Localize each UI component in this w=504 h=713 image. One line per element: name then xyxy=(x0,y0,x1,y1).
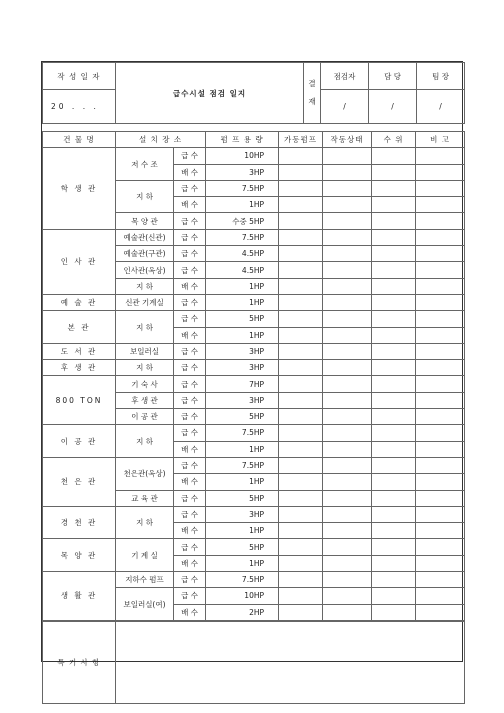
install-location: 교 육 관 xyxy=(116,490,174,506)
status-cell[interactable] xyxy=(323,490,372,506)
install-location: 지 하 xyxy=(116,506,174,539)
remarks-cell[interactable] xyxy=(416,490,465,506)
install-location: 지하수 펌프 xyxy=(116,572,174,588)
status-cell[interactable] xyxy=(323,376,372,392)
pump-type: 배 수 xyxy=(174,555,206,571)
status-cell[interactable] xyxy=(323,343,372,359)
status-cell[interactable] xyxy=(323,246,372,262)
pump-capacity: 7.5HP xyxy=(206,572,279,588)
pump-capacity: 7.5HP xyxy=(206,425,279,441)
remarks-cell[interactable] xyxy=(416,409,465,425)
pump-type: 배 수 xyxy=(174,164,206,180)
status-cell[interactable] xyxy=(323,278,372,294)
running-pump-cell[interactable] xyxy=(279,392,323,408)
pump-capacity: 1HP xyxy=(206,523,279,539)
remarks-cell[interactable] xyxy=(416,360,465,376)
water-level-cell[interactable] xyxy=(372,523,416,539)
running-pump-cell[interactable] xyxy=(279,229,323,245)
running-pump-cell[interactable] xyxy=(279,539,323,555)
pump-type: 배 수 xyxy=(174,474,206,490)
table-row xyxy=(43,457,465,473)
building-name: 학 생 관 xyxy=(43,148,116,229)
table-row xyxy=(43,376,465,392)
pump-capacity: 2HP xyxy=(206,604,279,620)
remarks-cell[interactable] xyxy=(416,180,465,196)
running-pump-cell[interactable] xyxy=(279,588,323,604)
remarks-cell[interactable] xyxy=(416,425,465,441)
remarks-cell[interactable] xyxy=(416,392,465,408)
pump-type: 급 수 xyxy=(174,506,206,522)
running-pump-cell[interactable] xyxy=(279,197,323,213)
running-pump-cell[interactable] xyxy=(279,213,323,229)
notes-field[interactable] xyxy=(116,621,465,703)
pump-type: 배 수 xyxy=(174,523,206,539)
approver-team-lead: 팀 장 xyxy=(417,63,465,90)
pump-capacity: 5HP xyxy=(206,311,279,327)
pump-capacity: 5HP xyxy=(206,490,279,506)
status-cell[interactable] xyxy=(323,441,372,457)
water-level-cell[interactable] xyxy=(372,262,416,278)
status-cell[interactable] xyxy=(323,555,372,571)
install-location: 저 수 조 xyxy=(116,148,174,181)
approval-label xyxy=(304,63,321,124)
pump-capacity: 수중 5HP xyxy=(206,213,279,229)
pump-type: 급 수 xyxy=(174,409,206,425)
table-row xyxy=(43,425,465,441)
pump-capacity: 3HP xyxy=(206,392,279,408)
pump-type: 급 수 xyxy=(174,213,206,229)
approval-label-1: 결 xyxy=(308,79,316,88)
running-pump-cell[interactable] xyxy=(279,490,323,506)
water-level-cell[interactable] xyxy=(372,604,416,620)
pump-capacity: 3HP xyxy=(206,164,279,180)
running-pump-cell[interactable] xyxy=(279,555,323,571)
pump-type: 급 수 xyxy=(174,539,206,555)
date-label: 작 성 일 자 xyxy=(43,63,116,90)
pump-capacity: 10HP xyxy=(206,148,279,164)
install-location: 지 하 xyxy=(116,278,174,294)
water-level-cell[interactable] xyxy=(372,278,416,294)
col-building: 건 물 명 xyxy=(43,132,116,148)
status-cell[interactable] xyxy=(323,457,372,473)
running-pump-cell[interactable] xyxy=(279,246,323,262)
pump-type: 급 수 xyxy=(174,262,206,278)
pump-capacity: 1HP xyxy=(206,197,279,213)
page-title: 급수시설 점검 일지 xyxy=(116,63,304,124)
install-location: 기 숙 사 xyxy=(116,376,174,392)
water-level-cell[interactable] xyxy=(372,164,416,180)
remarks-cell[interactable] xyxy=(416,246,465,262)
pump-type: 배 수 xyxy=(174,327,206,343)
pump-capacity: 3HP xyxy=(206,506,279,522)
running-pump-cell[interactable] xyxy=(279,180,323,196)
remarks-cell[interactable] xyxy=(416,604,465,620)
table-row xyxy=(43,343,465,359)
column-header-row xyxy=(43,132,465,148)
building-name: 이 공 관 xyxy=(43,425,116,458)
pump-type: 급 수 xyxy=(174,343,206,359)
water-level-cell[interactable] xyxy=(372,572,416,588)
pump-capacity: 4.5HP xyxy=(206,246,279,262)
remarks-cell[interactable] xyxy=(416,148,465,164)
water-level-cell[interactable] xyxy=(372,555,416,571)
status-cell[interactable] xyxy=(323,311,372,327)
col-level: 수 위 xyxy=(372,132,416,148)
building-name: 천 은 관 xyxy=(43,457,116,506)
running-pump-cell[interactable] xyxy=(279,523,323,539)
water-level-cell[interactable] xyxy=(372,294,416,310)
running-pump-cell[interactable] xyxy=(279,506,323,522)
running-pump-cell[interactable] xyxy=(279,148,323,164)
install-location: 신관 기계실 xyxy=(116,294,174,310)
pump-type: 급 수 xyxy=(174,572,206,588)
status-cell[interactable] xyxy=(323,229,372,245)
pump-type: 급 수 xyxy=(174,180,206,196)
pump-type: 배 수 xyxy=(174,441,206,457)
water-level-cell[interactable] xyxy=(372,441,416,457)
running-pump-cell[interactable] xyxy=(279,572,323,588)
remarks-cell[interactable] xyxy=(416,474,465,490)
remarks-cell[interactable] xyxy=(416,457,465,473)
pump-capacity: 4.5HP xyxy=(206,262,279,278)
install-location: 예술관(구관) xyxy=(116,246,174,262)
notes-label: 특 기 사 항 xyxy=(43,621,116,703)
pump-type: 배 수 xyxy=(174,197,206,213)
notes-table xyxy=(42,621,465,704)
sign-box-team-lead[interactable]: / xyxy=(417,90,465,124)
table-row xyxy=(43,539,465,555)
pump-type: 급 수 xyxy=(174,311,206,327)
pump-capacity: 10HP xyxy=(206,588,279,604)
remarks-cell[interactable] xyxy=(416,262,465,278)
status-cell[interactable] xyxy=(323,148,372,164)
remarks-cell[interactable] xyxy=(416,441,465,457)
water-level-cell[interactable] xyxy=(372,409,416,425)
pump-type: 급 수 xyxy=(174,376,206,392)
remarks-cell[interactable] xyxy=(416,229,465,245)
install-location: 예술관(신관) xyxy=(116,229,174,245)
water-level-cell[interactable] xyxy=(372,474,416,490)
remarks-cell[interactable] xyxy=(416,506,465,522)
pump-capacity: 1HP xyxy=(206,441,279,457)
sign-box-inspector[interactable]: / xyxy=(321,90,369,124)
status-cell[interactable] xyxy=(323,604,372,620)
remarks-cell[interactable] xyxy=(416,294,465,310)
pump-type: 급 수 xyxy=(174,360,206,376)
sign-box-manager[interactable]: / xyxy=(369,90,417,124)
water-level-cell[interactable] xyxy=(372,148,416,164)
header-spacer xyxy=(42,124,462,131)
remarks-cell[interactable] xyxy=(416,327,465,343)
pump-type: 급 수 xyxy=(174,425,206,441)
water-level-cell[interactable] xyxy=(372,311,416,327)
building-name: 후 생 관 xyxy=(43,360,116,376)
running-pump-cell[interactable] xyxy=(279,474,323,490)
pump-capacity: 7.5HP xyxy=(206,229,279,245)
water-level-cell[interactable] xyxy=(372,539,416,555)
building-name: 생 활 관 xyxy=(43,572,116,621)
remarks-cell[interactable] xyxy=(416,311,465,327)
install-location: 보일러실(여) xyxy=(116,588,174,621)
running-pump-cell[interactable] xyxy=(279,409,323,425)
col-remarks: 비 고 xyxy=(416,132,465,148)
install-location: 기 계 실 xyxy=(116,539,174,572)
running-pump-cell[interactable] xyxy=(279,457,323,473)
status-cell[interactable] xyxy=(323,392,372,408)
running-pump-cell[interactable] xyxy=(279,343,323,359)
install-location: 이 공 관 xyxy=(116,409,174,425)
remarks-cell[interactable] xyxy=(416,539,465,555)
remarks-cell[interactable] xyxy=(416,213,465,229)
install-location: 지 하 xyxy=(116,360,174,376)
status-cell[interactable] xyxy=(323,572,372,588)
pump-type: 급 수 xyxy=(174,229,206,245)
running-pump-cell[interactable] xyxy=(279,360,323,376)
status-cell[interactable] xyxy=(323,506,372,522)
pump-type: 급 수 xyxy=(174,588,206,604)
pump-capacity: 7.5HP xyxy=(206,180,279,196)
status-cell[interactable] xyxy=(323,213,372,229)
water-level-cell[interactable] xyxy=(372,197,416,213)
approver-inspector: 점검자 xyxy=(321,63,369,90)
pump-type: 급 수 xyxy=(174,294,206,310)
running-pump-cell[interactable] xyxy=(279,311,323,327)
remarks-cell[interactable] xyxy=(416,164,465,180)
header-table xyxy=(42,62,465,124)
status-cell[interactable] xyxy=(323,164,372,180)
install-location: 지 하 xyxy=(116,311,174,344)
remarks-cell[interactable] xyxy=(416,588,465,604)
running-pump-cell[interactable] xyxy=(279,441,323,457)
water-level-cell[interactable] xyxy=(372,229,416,245)
remarks-cell[interactable] xyxy=(416,376,465,392)
inspection-log-form xyxy=(41,61,463,667)
building-name: 인 사 관 xyxy=(43,229,116,294)
water-level-cell[interactable] xyxy=(372,425,416,441)
approver-manager: 담 당 xyxy=(369,63,417,90)
building-name: 예 술 관 xyxy=(43,294,116,310)
pump-capacity: 1HP xyxy=(206,327,279,343)
pump-capacity: 7.5HP xyxy=(206,457,279,473)
approval-label-2: 재 xyxy=(308,97,316,106)
pump-capacity: 3HP xyxy=(206,360,279,376)
remarks-cell[interactable] xyxy=(416,343,465,359)
pump-type: 급 수 xyxy=(174,148,206,164)
water-level-cell[interactable] xyxy=(372,490,416,506)
running-pump-cell[interactable] xyxy=(279,164,323,180)
building-name: 800 TON xyxy=(43,376,116,425)
water-level-cell[interactable] xyxy=(372,376,416,392)
status-cell[interactable] xyxy=(323,539,372,555)
col-running-pump: 가동펌프 xyxy=(279,132,323,148)
status-cell[interactable] xyxy=(323,327,372,343)
status-cell[interactable] xyxy=(323,588,372,604)
remarks-cell[interactable] xyxy=(416,572,465,588)
date-value[interactable]: 20 . . . xyxy=(43,90,116,124)
water-level-cell[interactable] xyxy=(372,457,416,473)
pump-type: 배 수 xyxy=(174,604,206,620)
pump-type: 급 수 xyxy=(174,392,206,408)
install-location: 목 양 관 xyxy=(116,213,174,229)
pump-capacity: 7HP xyxy=(206,376,279,392)
pump-type: 배 수 xyxy=(174,278,206,294)
pump-type: 급 수 xyxy=(174,246,206,262)
install-location: 지 하 xyxy=(116,180,174,213)
building-name: 본 관 xyxy=(43,311,116,344)
col-status: 작동상태 xyxy=(323,132,372,148)
status-cell[interactable] xyxy=(323,409,372,425)
water-level-cell[interactable] xyxy=(372,327,416,343)
pump-type: 급 수 xyxy=(174,457,206,473)
pump-table xyxy=(42,131,465,621)
water-level-cell[interactable] xyxy=(372,506,416,522)
water-level-cell[interactable] xyxy=(372,343,416,359)
status-cell[interactable] xyxy=(323,294,372,310)
install-location: 천은관(옥상) xyxy=(116,457,174,490)
water-level-cell[interactable] xyxy=(372,392,416,408)
status-cell[interactable] xyxy=(323,180,372,196)
water-level-cell[interactable] xyxy=(372,246,416,262)
running-pump-cell[interactable] xyxy=(279,425,323,441)
table-row xyxy=(43,148,465,164)
table-row xyxy=(43,360,465,376)
table-row xyxy=(43,506,465,522)
building-name: 도 서 관 xyxy=(43,343,116,359)
running-pump-cell[interactable] xyxy=(279,327,323,343)
water-level-cell[interactable] xyxy=(372,360,416,376)
status-cell[interactable] xyxy=(323,262,372,278)
water-level-cell[interactable] xyxy=(372,180,416,196)
pump-capacity: 1HP xyxy=(206,474,279,490)
table-row xyxy=(43,229,465,245)
table-row xyxy=(43,294,465,310)
status-cell[interactable] xyxy=(323,360,372,376)
pump-capacity: 3HP xyxy=(206,343,279,359)
remarks-cell[interactable] xyxy=(416,197,465,213)
install-location: 보일러실 xyxy=(116,343,174,359)
pump-capacity: 5HP xyxy=(206,409,279,425)
col-location: 설 치 장 소 xyxy=(116,132,206,148)
pump-capacity: 1HP xyxy=(206,294,279,310)
remarks-cell[interactable] xyxy=(416,278,465,294)
status-cell[interactable] xyxy=(323,425,372,441)
pump-type: 급 수 xyxy=(174,490,206,506)
building-name: 목 양 관 xyxy=(43,539,116,572)
install-location: 지 하 xyxy=(116,425,174,458)
table-row xyxy=(43,311,465,327)
running-pump-cell[interactable] xyxy=(279,604,323,620)
status-cell[interactable] xyxy=(323,523,372,539)
install-location: 후 생 관 xyxy=(116,392,174,408)
install-location: 인사관(옥상) xyxy=(116,262,174,278)
table-row xyxy=(43,572,465,588)
pump-capacity: 1HP xyxy=(206,278,279,294)
running-pump-cell[interactable] xyxy=(279,278,323,294)
remarks-cell[interactable] xyxy=(416,555,465,571)
running-pump-cell[interactable] xyxy=(279,376,323,392)
col-capacity: 펌 프 용 량 xyxy=(206,132,279,148)
pump-capacity: 5HP xyxy=(206,539,279,555)
water-level-cell[interactable] xyxy=(372,588,416,604)
building-name: 경 천 관 xyxy=(43,506,116,539)
pump-capacity: 1HP xyxy=(206,555,279,571)
running-pump-cell[interactable] xyxy=(279,294,323,310)
water-level-cell[interactable] xyxy=(372,213,416,229)
status-cell[interactable] xyxy=(323,474,372,490)
remarks-cell[interactable] xyxy=(416,523,465,539)
running-pump-cell[interactable] xyxy=(279,262,323,278)
status-cell[interactable] xyxy=(323,197,372,213)
